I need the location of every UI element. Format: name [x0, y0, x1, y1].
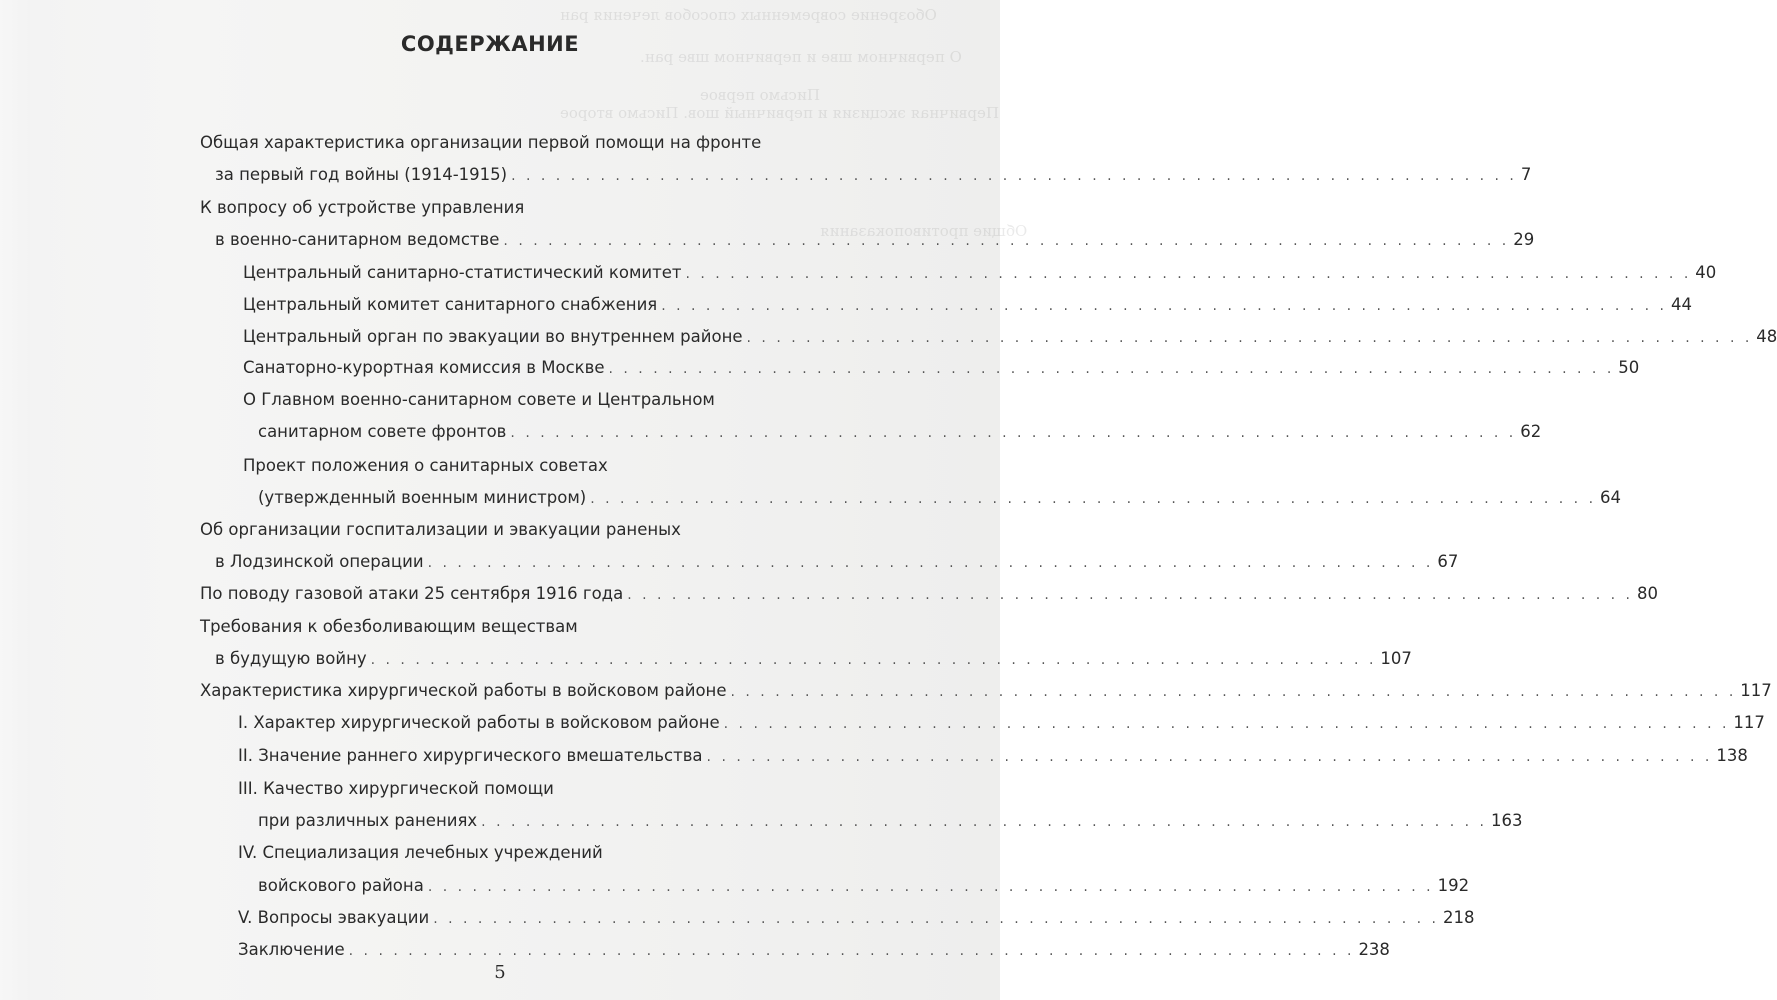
toc-entry-title: По поводу газовой атаки 25 сентября 1916 года [200, 584, 624, 603]
toc-entry-page: 80 [1636, 584, 1658, 603]
toc-entry-title: V. Вопросы эвакуации [238, 908, 430, 927]
toc-entry-title: К вопросу об устройстве управления [200, 198, 525, 217]
leader-dots [686, 259, 1692, 289]
toc-entry-page: 117 [1733, 713, 1765, 732]
toc-entry [200, 676, 1772, 706]
toc-entry-page: 67 [1437, 552, 1459, 571]
page-title: СОДЕРЖАНИЕ [400, 32, 580, 56]
page-number: 5 [494, 962, 506, 983]
toc-entry [238, 838, 788, 868]
toc-entry-title: в Лодзинской операции [215, 552, 424, 571]
toc-entry-title: О Главном военно-санитарном совете и Центральном [243, 390, 715, 409]
toc-entry [200, 515, 788, 545]
toc-entry-title: Санаторно-курортная комиссия в Москве [243, 358, 605, 377]
toc-entry-title: III. Качество хирургической помощи [238, 779, 554, 798]
toc-entry-title: за первый год войны (1914-1915) [215, 165, 508, 184]
leader-dots [511, 161, 1517, 191]
leader-dots [428, 872, 1434, 902]
toc-entry-page: 138 [1716, 746, 1748, 765]
leader-dots [747, 323, 1753, 353]
leader-dots [707, 742, 1713, 772]
toc-entry-page: 117 [1740, 681, 1772, 700]
toc-entry-title: Центральный комитет санитарного снабжения [243, 295, 658, 314]
leader-dots [503, 226, 1509, 256]
toc-entry-title: IV. Специализация лечебных учреждений [238, 843, 603, 862]
toc-entry [243, 385, 788, 415]
ghost-line: Первичная эксцизия и первичный шов. Письмо второе [560, 104, 999, 122]
toc-entry [243, 451, 788, 481]
toc-entry [200, 612, 788, 642]
toc-entry-page: 163 [1490, 811, 1523, 830]
toc-entry-title: Проект положения о санитарных советах [243, 456, 608, 475]
toc-entry [200, 128, 780, 158]
toc-entry [200, 193, 780, 223]
toc-entry-title: санитарном совете фронтов [258, 422, 507, 441]
toc-entry-page: 29 [1513, 230, 1535, 249]
toc-entry [238, 741, 1748, 771]
toc-entry [258, 417, 1542, 447]
toc-entry-title: Заключение [238, 940, 345, 959]
toc-entry-page: 238 [1358, 940, 1390, 959]
toc-entry [243, 353, 1640, 383]
toc-entry [243, 258, 1717, 288]
toc-entry [238, 935, 1390, 965]
leader-dots [371, 645, 1377, 675]
leader-dots [510, 418, 1516, 448]
toc-entry [215, 547, 1459, 577]
leader-dots [428, 548, 1434, 578]
ghost-line: Письмо первое [700, 86, 820, 104]
toc-entry [200, 579, 1658, 609]
toc-entry [215, 160, 1532, 190]
leader-dots [627, 580, 1633, 610]
toc-entry-page: 107 [1380, 649, 1412, 668]
toc-entry-title: Общая характеристика организации первой помощи на фронте [200, 133, 762, 152]
toc-entry-title: II. Значение раннего хирургического вмешательства [238, 746, 703, 765]
toc-entry-page: 218 [1442, 908, 1475, 927]
toc-entry-title: Характеристика хирургической работы в войсковом районе [200, 681, 727, 700]
ghost-line: О первичном шве и первичном шве ран. [640, 48, 962, 66]
leader-dots [481, 807, 1487, 837]
toc-entry-title: I. Характер хирургической работы в войсковом районе [238, 713, 720, 732]
toc-entry-page: 50 [1618, 358, 1640, 377]
toc-entry-title: (утвержденный военным министром) [258, 488, 587, 507]
ghost-line: Общие противопоказания [820, 222, 1028, 240]
toc-entry-title: в будущую войну [215, 649, 367, 668]
toc-entry [238, 708, 1765, 738]
leader-dots [661, 291, 1667, 321]
toc-entry-title: войскового района [258, 876, 424, 895]
toc-entry [215, 644, 1412, 674]
toc-entry-page: 48 [1756, 327, 1777, 346]
toc-entry-title: при различных ранениях [258, 811, 478, 830]
toc-entry [258, 806, 1523, 836]
leader-dots [731, 677, 1737, 707]
toc-entry-title: Центральный санитарно-статистический комитет [243, 263, 682, 282]
leader-dots [433, 904, 1439, 934]
leader-dots [724, 709, 1730, 739]
toc-entry-page: 62 [1520, 422, 1542, 441]
leader-dots [609, 354, 1615, 384]
ghost-line: Обозрение современных способов лечения ран [560, 6, 937, 24]
toc-entry [258, 871, 1470, 901]
toc-entry-title: Центральный орган по эвакуации во внутреннем районе [243, 327, 743, 346]
toc-entry-page: 7 [1520, 165, 1532, 184]
toc-entry-page: 192 [1437, 876, 1470, 895]
toc-entry-page: 40 [1695, 263, 1717, 282]
toc-entry-page: 64 [1600, 488, 1622, 507]
toc-entry [258, 483, 1622, 513]
toc-entry [243, 322, 1777, 352]
toc-entry-page: 44 [1671, 295, 1693, 314]
toc-entry-title: Об организации госпитализации и эвакуации раненых [200, 520, 681, 539]
toc-entry-title: в военно-санитарном ведомстве [215, 230, 500, 249]
toc-entry [238, 903, 1475, 933]
leader-dots [590, 484, 1596, 514]
toc-entry [238, 774, 788, 804]
toc-entry-title: Требования к обезболивающим веществам [200, 617, 578, 636]
toc-entry [243, 290, 1693, 320]
